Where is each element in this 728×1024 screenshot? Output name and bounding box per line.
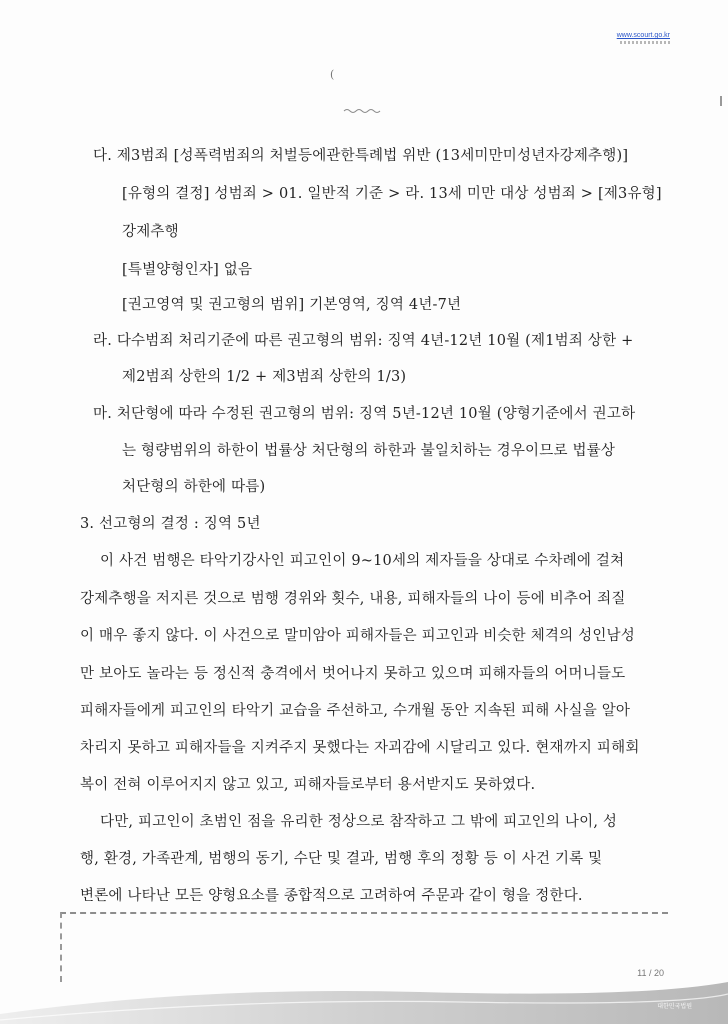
- paragraph-1-line-6: 차리지 못하고 피해자들을 지켜주지 못했다는 자괴감에 시달리고 있다. 현재까지 피해회: [80, 740, 640, 756]
- section-ma-continuation-2: 처단형의 하한에 따름): [122, 479, 266, 495]
- footer-band: [0, 982, 728, 1024]
- scan-mark: (: [330, 68, 335, 81]
- section-ma-line: 마. 처단형에 따라 수정된 권고형의 범위: 징역 5년-12년 10월 (양형기준에서 권고하: [93, 406, 636, 422]
- special-factor-line: [특별양형인자] 없음: [122, 262, 253, 278]
- edge-mark: [720, 96, 722, 106]
- site-url: www.scourt.go.kr: [616, 32, 670, 39]
- paragraph-2-line-3: 변론에 나타난 모든 양형요소를 종합적으로 고려하여 주문과 같이 형을 정한다.: [80, 888, 583, 904]
- paragraph-1-line-2: 강제추행을 저지른 것으로 범행 경위와 횟수, 내용, 피해자들의 나이 등에 비추어 죄질: [80, 591, 626, 607]
- section-ra-line: 라. 다수범죄 처리기준에 따른 권고형의 범위: 징역 4년-12년 10월 (제1범죄 상한 +: [93, 333, 634, 349]
- section-ma-continuation-1: 는 형량범위의 하한이 법률상 처단형의 하한과 불일치하는 경우이므로 법률상: [122, 443, 616, 459]
- bottom-frame: [60, 912, 668, 982]
- scan-squiggle-icon: [343, 108, 381, 114]
- type-decision-continuation: 강제추행: [122, 224, 179, 240]
- paragraph-1-line-4: 만 보아도 놀라는 등 정신적 충격에서 벗어나지 못하고 있으며 피해자들의 어머니들도: [80, 666, 626, 682]
- paragraph-1-line-7: 복이 전혀 이루어지지 않고 있고, 피해자들로부터 용서받지도 못하였다.: [80, 777, 536, 793]
- page-number: 11 / 20: [637, 968, 664, 978]
- paragraph-1-line-5: 피해자들에게 피고인의 타악기 교습을 주선하고, 수개월 동안 지속된 피해 사실을 알아: [80, 703, 631, 719]
- paragraph-1-line-1: 이 사건 범행은 타악기강사인 피고인이 9~10세의 제자들을 상대로 수차례에 걸쳐: [100, 553, 625, 569]
- section-da-heading: 다. 제3범죄 [성폭력범죄의 처벌등에관한특례법 위반 (13세미만미성년자강제추행)]: [93, 148, 629, 164]
- type-decision-line: [유형의 결정] 성범죄 > 01. 일반적 기준 > 라. 13세 미만 대상 성범죄 > [제3유형]: [122, 186, 662, 202]
- paragraph-2-line-2: 행, 환경, 가족관계, 범행의 동기, 수단 및 결과, 범행 후의 정황 등 이 사건 기록 및: [80, 851, 603, 867]
- paragraph-2-line-1: 다만, 피고인이 초범인 점을 유리한 정상으로 참작하고 그 밖에 피고인의 나이, 성: [100, 814, 618, 830]
- section-ra-continuation: 제2범죄 상한의 1/2 + 제3범죄 상한의 1/3): [122, 369, 407, 385]
- section-3-heading: 3. 선고형의 결정 : 징역 5년: [80, 516, 261, 532]
- paragraph-1-line-3: 이 매우 좋지 않다. 이 사건으로 말미암아 피해자들은 피고인과 비슷한 체격의 성인남성: [80, 628, 635, 644]
- recommended-range-line: [권고영역 및 권고형의 범위] 기본영역, 징역 4년-7년: [122, 297, 462, 313]
- footer-org: 대한민국법원: [657, 1004, 692, 1010]
- site-url-underline-mark: [620, 41, 670, 44]
